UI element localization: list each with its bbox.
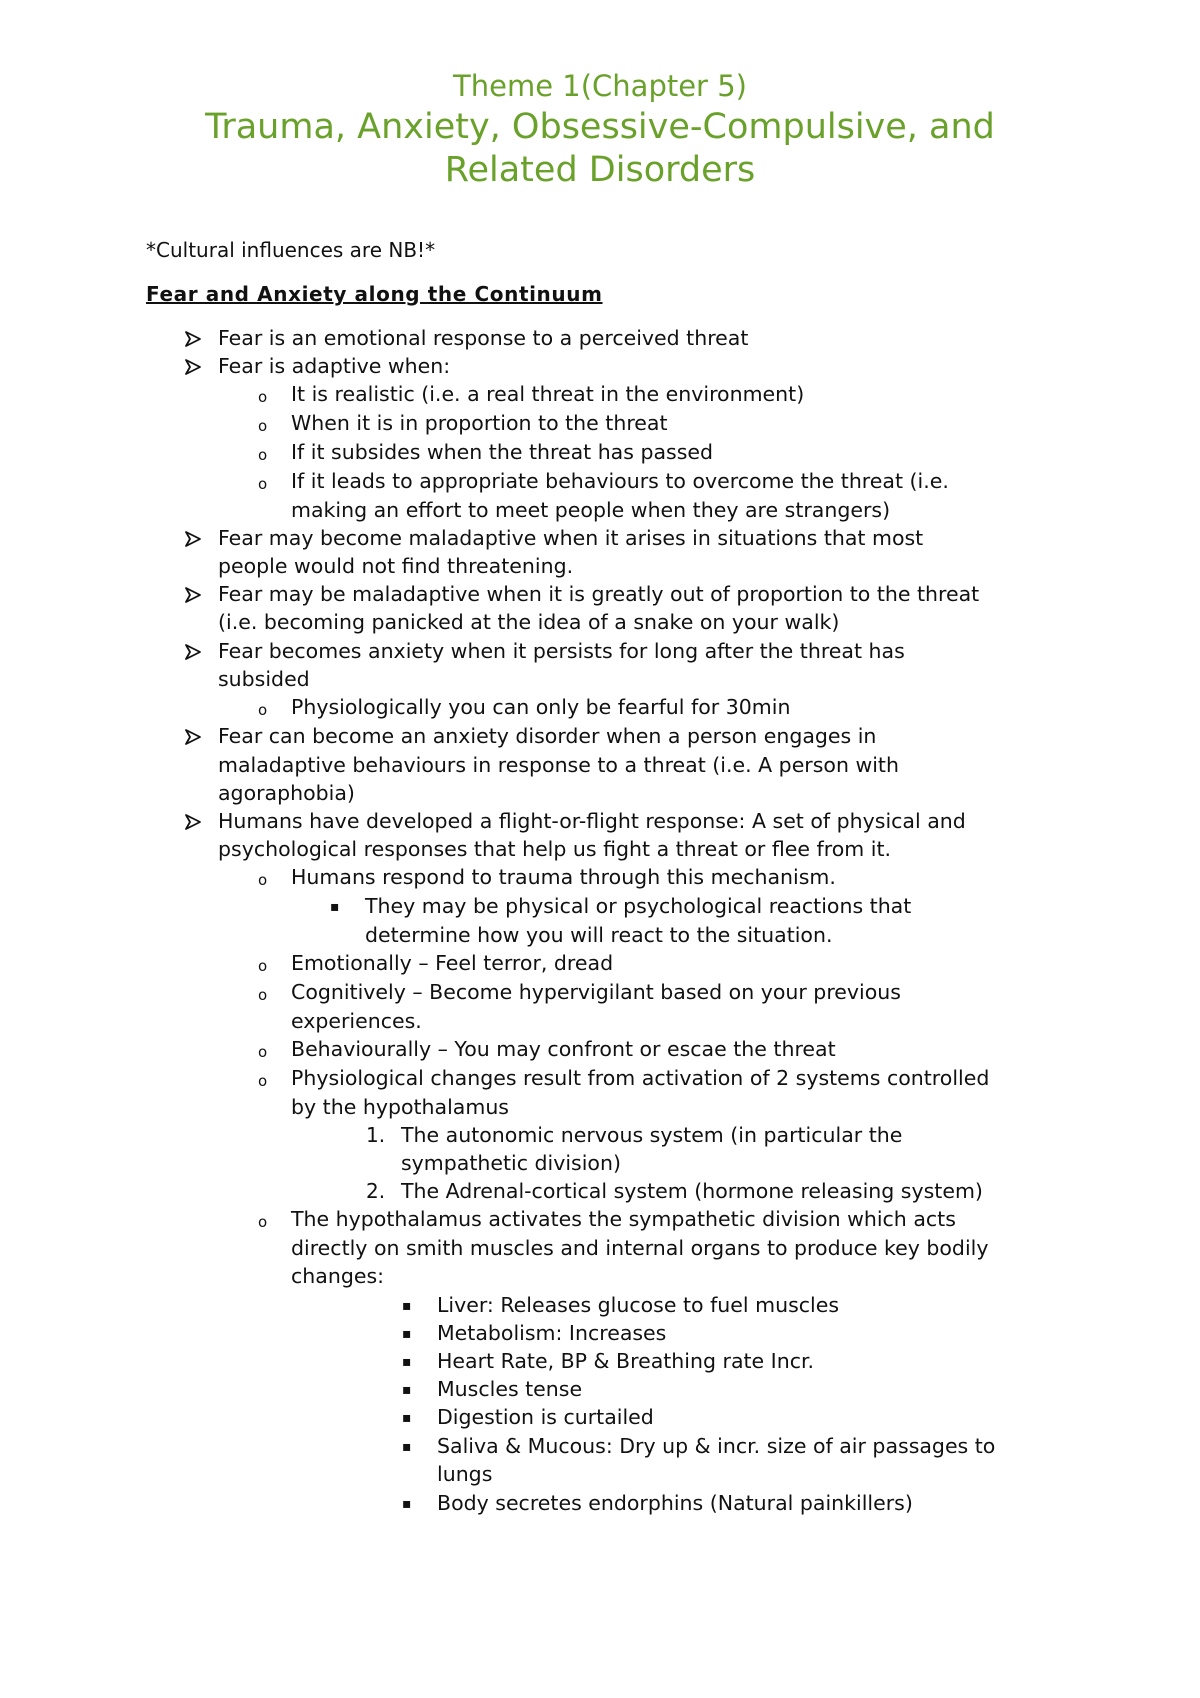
list-item-text: Heart Rate, BP & Breathing rate Incr.	[437, 1349, 815, 1373]
sub-bullet-marker: o	[258, 986, 268, 1004]
sub-bullet-marker: o	[258, 1213, 268, 1231]
title-line-3: Related Disorders	[444, 150, 756, 190]
arrow-bullet-icon	[184, 586, 202, 604]
square-bullet-icon: ▪	[402, 1298, 412, 1314]
list-item-text: Physiological changes result from activation of 2 systems controlled	[291, 1066, 990, 1090]
square-bullet-icon: ▪	[402, 1382, 412, 1398]
sub-bullet-marker: o	[258, 446, 268, 464]
square-bullet-icon: ▪	[402, 1439, 412, 1455]
list-item-text: They may be physical or psychological reactions that	[365, 894, 912, 918]
document-title	[0, 66, 1200, 192]
square-bullet-icon: ▪	[402, 1354, 412, 1370]
list-item-text: Muscles tense	[437, 1377, 583, 1401]
list-item-text: people would not find threatening.	[218, 554, 574, 578]
sub-bullet-marker: o	[258, 475, 268, 493]
square-bullet-icon: ▪	[330, 899, 340, 915]
list-item-text: sympathetic division)	[401, 1151, 621, 1175]
square-bullet-icon: ▪	[402, 1410, 412, 1426]
title-line-1: Theme 1(Chapter 5)	[453, 69, 747, 103]
list-item-text: Saliva & Mucous: Dry up & incr. size of air passages to	[437, 1434, 996, 1458]
list-item-text: directly on smith muscles and internal organs to produce key bodily	[291, 1236, 989, 1260]
list-item-text: The Adrenal-cortical system (hormone releasing system)	[401, 1179, 983, 1203]
list-item-text: (i.e. becoming panicked at the idea of a snake on your walk)	[218, 610, 840, 634]
list-item-text: Fear is adaptive when:	[218, 354, 451, 378]
square-bullet-icon: ▪	[402, 1326, 412, 1342]
list-item-text: Liver: Releases glucose to fuel muscles	[437, 1293, 840, 1317]
list-item-text: When it is in proportion to the threat	[291, 411, 668, 435]
title-line-2: Trauma, Anxiety, Obsessive-Compulsive, and	[205, 107, 995, 147]
sub-bullet-marker: o	[258, 388, 268, 406]
arrow-bullet-icon	[184, 728, 202, 746]
list-item-text: If it leads to appropriate behaviours to overcome the threat (i.e.	[291, 469, 949, 493]
list-item-text: Humans respond to trauma through this mechanism.	[291, 865, 836, 889]
list-item-text: maladaptive behaviours in response to a threat (i.e. A person with	[218, 753, 899, 777]
sub-bullet-marker: o	[258, 871, 268, 889]
number-marker: 1.	[366, 1123, 386, 1147]
list-item-text: If it subsides when the threat has passed	[291, 440, 714, 464]
sub-bullet-marker: o	[258, 957, 268, 975]
list-item-text: subsided	[218, 667, 310, 691]
list-item-text: Metabolism: Increases	[437, 1321, 667, 1345]
square-bullet-icon: ▪	[402, 1496, 412, 1512]
list-item-text: making an effort to meet people when they are strangers)	[291, 498, 891, 522]
sub-bullet-marker: o	[258, 701, 268, 719]
number-marker: 2.	[366, 1179, 386, 1203]
list-item-text: lungs	[437, 1462, 493, 1486]
cultural-note: *Cultural influences are NB!*	[146, 238, 436, 262]
list-item-text: Humans have developed a flight-or-flight response: A set of physical and	[218, 809, 966, 833]
list-item-text: determine how you will react to the situation.	[365, 923, 833, 947]
arrow-bullet-icon	[184, 643, 202, 661]
sub-bullet-marker: o	[258, 1072, 268, 1090]
arrow-bullet-icon	[184, 813, 202, 831]
list-item-text: experiences.	[291, 1009, 422, 1033]
arrow-bullet-icon	[184, 358, 202, 376]
list-item-text: The autonomic nervous system (in particular the	[401, 1123, 903, 1147]
list-item-text: Fear may be maladaptive when it is greatly out of proportion to the threat	[218, 582, 980, 606]
list-item-text: The hypothalamus activates the sympathetic division which acts	[291, 1207, 956, 1231]
list-item-text: agoraphobia)	[218, 781, 355, 805]
list-item-text: Cognitively – Become hypervigilant based on your previous	[291, 980, 901, 1004]
list-item-text: Body secretes endorphins (Natural painkillers)	[437, 1491, 913, 1515]
section-heading: Fear and Anxiety along the Continuum	[146, 282, 603, 306]
arrow-bullet-icon	[184, 530, 202, 548]
list-item-text: Fear can become an anxiety disorder when a person engages in	[218, 724, 877, 748]
list-item-text: Fear may become maladaptive when it arises in situations that most	[218, 526, 924, 550]
list-item-text: Behaviourally – You may confront or escae the threat	[291, 1037, 836, 1061]
list-item-text: by the hypothalamus	[291, 1095, 509, 1119]
list-item-text: Physiologically you can only be fearful for 30min	[291, 695, 791, 719]
list-item-text: It is realistic (i.e. a real threat in the environment)	[291, 382, 805, 406]
list-item-text: Fear becomes anxiety when it persists for long after the threat has	[218, 639, 905, 663]
sub-bullet-marker: o	[258, 417, 268, 435]
arrow-bullet-icon	[184, 330, 202, 348]
list-item-text: changes:	[291, 1264, 385, 1288]
list-item-text: psychological responses that help us fight a threat or flee from it.	[218, 837, 891, 861]
sub-bullet-marker: o	[258, 1043, 268, 1061]
list-item-text: Fear is an emotional response to a perceived threat	[218, 326, 749, 350]
list-item-text: Emotionally – Feel terror, dread	[291, 951, 614, 975]
list-item-text: Digestion is curtailed	[437, 1405, 654, 1429]
